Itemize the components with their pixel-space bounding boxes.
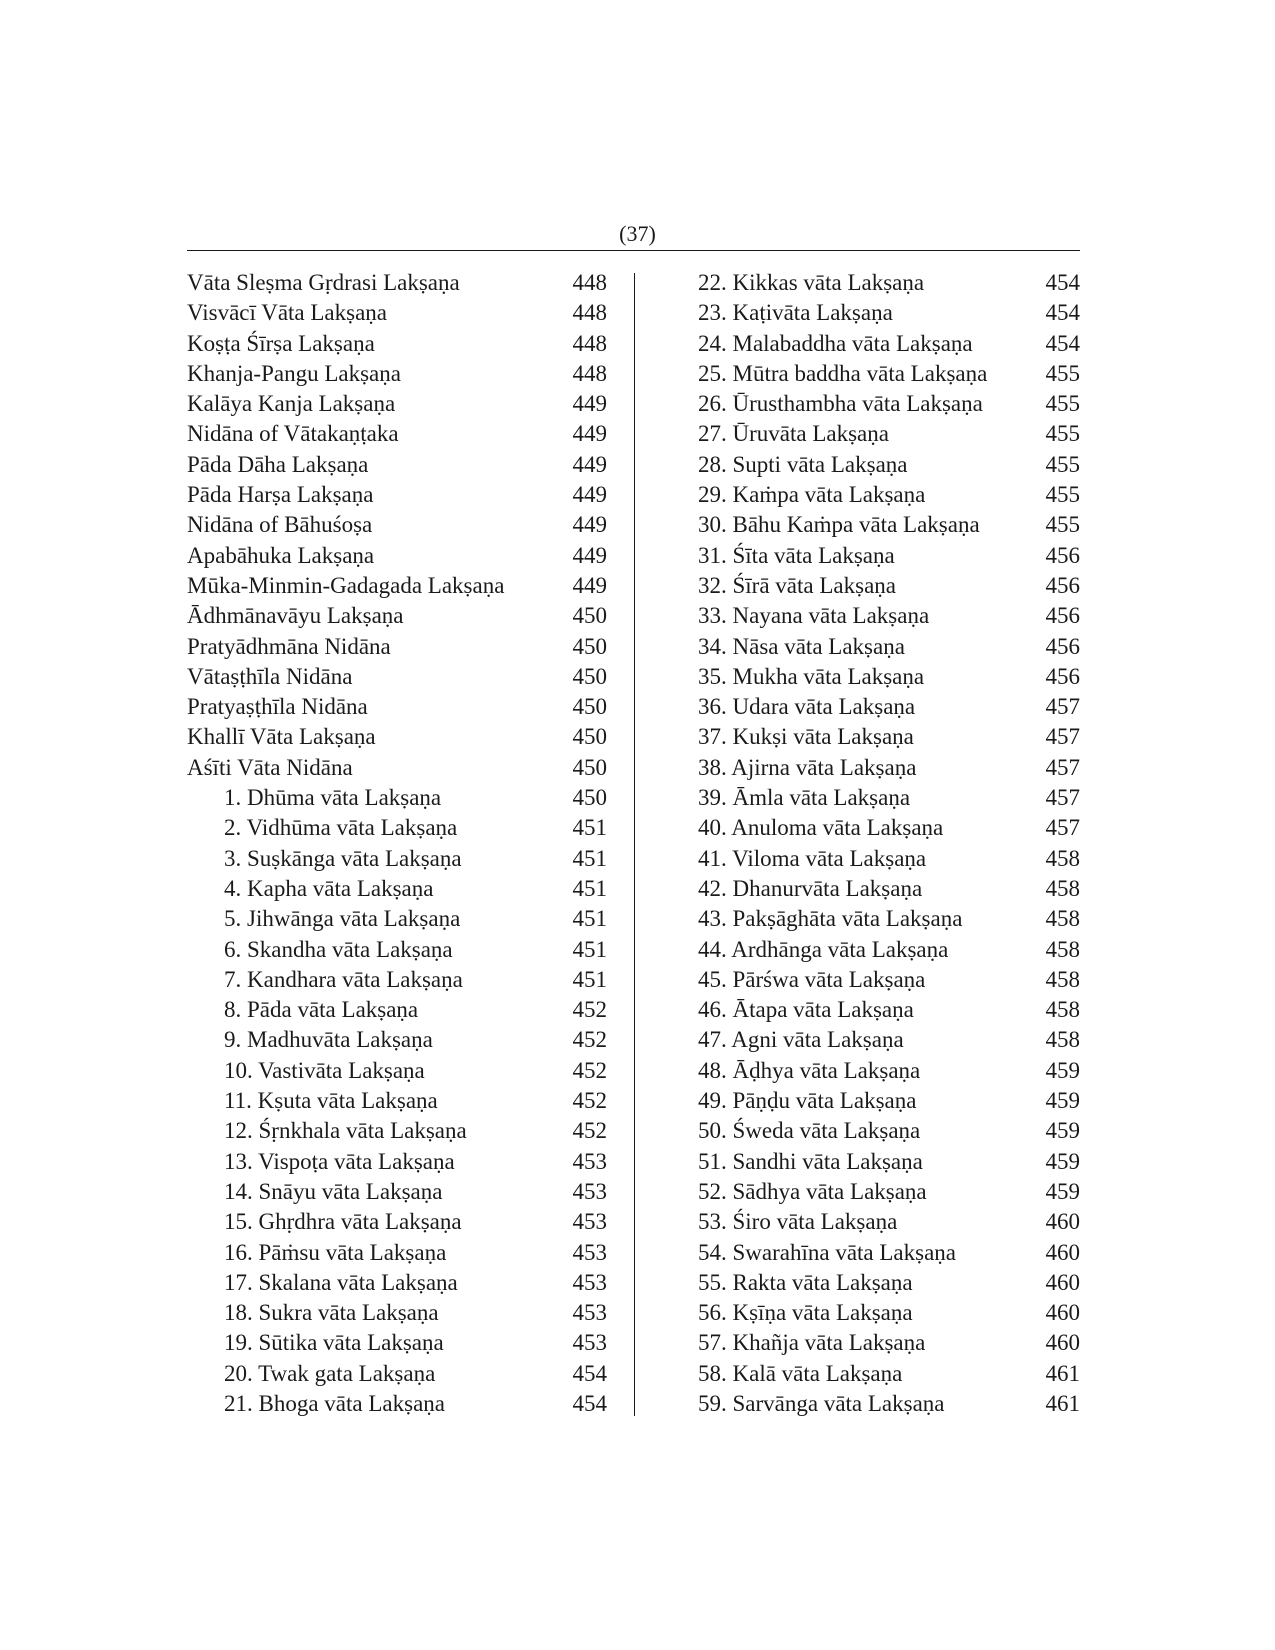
- toc-entry-label: 46. Ātapa vāta Lakṣaṇa: [698, 997, 914, 1023]
- toc-entry-page: 460: [1045, 1269, 1080, 1295]
- toc-entry-label: 15. Ghṛdhra vāta Lakṣaṇa: [224, 1209, 462, 1235]
- toc-entry-page: 448: [572, 330, 607, 356]
- toc-entry-page: 458: [1045, 906, 1080, 932]
- toc-entry-page: 450: [572, 724, 607, 750]
- toc-entry-label: 40. Anuloma vāta Lakṣaṇa: [698, 815, 944, 841]
- toc-entry-page: 457: [1045, 724, 1080, 750]
- toc-entry-label: 44. Ardhānga vāta Lakṣaṇa: [698, 936, 949, 962]
- toc-entry-label: Pāda Dāha Lakṣaṇa: [187, 451, 369, 477]
- toc-entry-label: 55. Rakta vāta Lakṣaṇa: [698, 1269, 913, 1295]
- toc-entry-page: 455: [1045, 512, 1080, 538]
- toc-entry: [187, 813, 607, 843]
- toc-entry-label: 22. Kikkas vāta Lakṣaṇa: [698, 270, 925, 295]
- toc-entry: [187, 541, 607, 571]
- toc-entry: [698, 1268, 1080, 1298]
- toc-entry-page: 456: [1045, 603, 1080, 629]
- toc-entry: [698, 1025, 1080, 1055]
- toc-entry: [698, 1086, 1080, 1116]
- toc-entry-page: 456: [1045, 572, 1080, 598]
- toc-entry: [698, 1238, 1080, 1268]
- toc-entry-label: 21. Bhoga vāta Lakṣaṇa: [224, 1390, 445, 1416]
- toc-entry: [698, 813, 1080, 843]
- toc-entry-page: 461: [1045, 1360, 1080, 1386]
- toc-entry: [698, 783, 1080, 813]
- toc-entry-page: 458: [1045, 997, 1080, 1023]
- toc-entry-label: 6. Skandha vāta Lakṣaṇa: [224, 936, 453, 962]
- toc-entry-page: 451: [572, 845, 607, 871]
- toc-entry: [698, 965, 1080, 995]
- toc-entry: [698, 935, 1080, 965]
- toc-entry-page: 452: [572, 1088, 607, 1114]
- toc-entry-label: Aśīti Vāta Nidāna: [187, 754, 353, 780]
- toc-entry-label: 3. Suṣkānga vāta Lakṣaṇa: [224, 845, 462, 871]
- toc-entry: [187, 450, 607, 480]
- toc-entry: [698, 359, 1080, 389]
- toc-entry-page: 456: [1045, 542, 1080, 568]
- toc-entry-label: 34. Nāsa vāta Lakṣaṇa: [698, 633, 905, 659]
- toc-entry: [187, 1056, 607, 1086]
- toc-entry-label: 42. Dhanurvāta Lakṣaṇa: [698, 875, 923, 901]
- toc-entry: [187, 601, 607, 631]
- toc-entry-label: 10. Vastivāta Lakṣaṇa: [224, 1057, 425, 1083]
- toc-entry: [187, 268, 607, 298]
- toc-entry-page: 454: [1045, 330, 1080, 356]
- toc-entry-label: 41. Viloma vāta Lakṣaṇa: [698, 845, 927, 871]
- toc-entry: [698, 1359, 1080, 1389]
- toc-entry-label: Nidāna of Bāhuśoṣa: [187, 512, 373, 538]
- toc-entry-label: Apabāhuka Lakṣaṇa: [187, 542, 375, 568]
- toc-entry-label: 4. Kapha vāta Lakṣaṇa: [224, 875, 434, 901]
- toc-entry-page: 452: [572, 1057, 607, 1083]
- toc-entry-page: 448: [572, 270, 607, 295]
- toc-entry-page: 455: [1045, 482, 1080, 508]
- toc-entry-label: Visvācī Vāta Lakṣaṇa: [187, 300, 388, 326]
- toc-entry-page: 454: [572, 1360, 607, 1386]
- toc-entry: [698, 995, 1080, 1025]
- toc-entry-label: Ādhmānavāyu Lakṣaṇa: [187, 603, 404, 629]
- toc-entry-label: 7. Kandhara vāta Lakṣaṇa: [224, 966, 463, 992]
- toc-entry-label: 37. Kukṣi vāta Lakṣaṇa: [698, 724, 914, 750]
- toc-entry-page: 450: [572, 694, 607, 720]
- toc-entry-page: 453: [572, 1239, 607, 1265]
- toc-entry-page: 448: [572, 360, 607, 386]
- toc-entry-page: 454: [1045, 300, 1080, 326]
- toc-entry-page: 453: [572, 1178, 607, 1204]
- toc-entry-label: 9. Madhuvāta Lakṣaṇa: [224, 1027, 433, 1053]
- toc-entry-label: 17. Skalana vāta Lakṣaṇa: [224, 1269, 458, 1295]
- toc-entry: [187, 389, 607, 419]
- toc-entry-label: 26. Ūrusthambha vāta Lakṣaṇa: [698, 391, 983, 417]
- toc-entry: [187, 722, 607, 752]
- toc-entry-page: 455: [1045, 451, 1080, 477]
- toc-entry-label: 57. Khañja vāta Lakṣaṇa: [698, 1330, 926, 1356]
- toc-entry: [187, 935, 607, 965]
- toc-entry-page: 455: [1045, 391, 1080, 417]
- toc-entry: [698, 904, 1080, 934]
- toc-entry: [698, 601, 1080, 631]
- toc-entry-label: 31. Śīta vāta Lakṣaṇa: [698, 542, 895, 568]
- toc-entry-label: Pratyādhmāna Nidāna: [187, 633, 391, 659]
- toc-entry-page: 456: [1045, 633, 1080, 659]
- toc-entry: [187, 1328, 607, 1358]
- toc-entry-label: 48. Āḍhya vāta Lakṣaṇa: [698, 1057, 921, 1083]
- toc-entry-label: 14. Snāyu vāta Lakṣaṇa: [224, 1178, 443, 1204]
- toc-entry-label: 28. Supti vāta Lakṣaṇa: [698, 451, 908, 477]
- toc-entry-page: 452: [572, 1027, 607, 1053]
- toc-entry-page: 450: [572, 785, 607, 811]
- toc-entry-label: Khallī Vāta Lakṣaṇa: [187, 724, 376, 750]
- toc-entry-page: 459: [1045, 1057, 1080, 1083]
- toc-entry-page: 453: [572, 1330, 607, 1356]
- toc-entry-label: 27. Ūruvāta Lakṣaṇa: [698, 421, 889, 447]
- toc-entry-page: 453: [572, 1269, 607, 1295]
- toc-entry: [698, 662, 1080, 692]
- toc-entry: [698, 571, 1080, 601]
- toc-entry-label: 20. Twak gata Lakṣaṇa: [224, 1360, 436, 1386]
- toc-entry: [187, 510, 607, 540]
- toc-entry: [187, 1086, 607, 1116]
- toc-entry-page: 460: [1045, 1300, 1080, 1326]
- toc-entry-page: 452: [572, 997, 607, 1023]
- toc-entry: [187, 1298, 607, 1328]
- toc-entry-page: 457: [1045, 785, 1080, 811]
- toc-entry-page: 460: [1045, 1239, 1080, 1265]
- toc-entry: [187, 1177, 607, 1207]
- toc-entry-label: 35. Mukha vāta Lakṣaṇa: [698, 663, 925, 689]
- toc-entry: [698, 1116, 1080, 1146]
- toc-entry-page: 454: [572, 1390, 607, 1416]
- toc-entry-page: 458: [1045, 936, 1080, 962]
- toc-entry: [698, 1147, 1080, 1177]
- toc-entry: [187, 419, 607, 449]
- toc-entry: [187, 480, 607, 510]
- toc-entry: [187, 1389, 607, 1419]
- toc-entry-page: 449: [572, 391, 607, 417]
- toc-entry-label: 16. Pāṁsu vāta Lakṣaṇa: [224, 1239, 447, 1265]
- toc-entry-label: 23. Kaṭivāta Lakṣaṇa: [698, 300, 893, 326]
- toc-entry-label: Koṣṭa Śīrṣa Lakṣaṇa: [187, 330, 375, 356]
- toc-entry: [187, 965, 607, 995]
- toc-entry-page: 451: [572, 815, 607, 841]
- toc-entry-label: 32. Śīrā vāta Lakṣaṇa: [698, 572, 896, 598]
- toc-entry: [187, 571, 607, 601]
- toc-entry: [187, 753, 607, 783]
- toc-entry-label: 33. Nayana vāta Lakṣaṇa: [698, 603, 930, 629]
- toc-entry: [698, 1389, 1080, 1419]
- toc-entry: [187, 1359, 607, 1389]
- toc-entry-label: 39. Āmla vāta Lakṣaṇa: [698, 785, 911, 811]
- toc-entry: [698, 632, 1080, 662]
- toc-entry: [187, 298, 607, 328]
- toc-entry-label: 25. Mūtra baddha vāta Lakṣaṇa: [698, 360, 988, 386]
- toc-entry-label: 5. Jihwānga vāta Lakṣaṇa: [224, 906, 461, 932]
- toc-entry-page: 450: [572, 603, 607, 629]
- toc-entry-page: 453: [572, 1148, 607, 1174]
- toc-entry: [698, 1298, 1080, 1328]
- toc-entry: [698, 510, 1080, 540]
- toc-entry-page: 458: [1045, 966, 1080, 992]
- toc-entry-page: 459: [1045, 1118, 1080, 1144]
- toc-entry: [698, 753, 1080, 783]
- toc-entry-page: 452: [572, 1118, 607, 1144]
- toc-entry: [698, 541, 1080, 571]
- toc-entry-label: 58. Kalā vāta Lakṣaṇa: [698, 1360, 903, 1386]
- toc-entry: [187, 359, 607, 389]
- toc-entry: [698, 480, 1080, 510]
- toc-entry-label: 11. Kṣuta vāta Lakṣaṇa: [224, 1088, 438, 1114]
- toc-entry: [187, 1025, 607, 1055]
- toc-entry-page: 449: [572, 542, 607, 568]
- toc-entry: [698, 389, 1080, 419]
- toc-entry: [187, 1268, 607, 1298]
- header-rule: [187, 250, 1080, 251]
- toc-entry-label: 49. Pāṇḍu vāta Lakṣaṇa: [698, 1088, 917, 1114]
- toc-entry-label: Pāda Harṣa Lakṣaṇa: [187, 482, 374, 508]
- toc-entry-label: 18. Sukra vāta Lakṣaṇa: [224, 1300, 439, 1326]
- toc-entry-label: 8. Pāda vāta Lakṣaṇa: [224, 997, 419, 1023]
- toc-entry-label: 45. Pārśwa vāta Lakṣaṇa: [698, 966, 926, 992]
- toc-entry-label: 2. Vidhūma vāta Lakṣaṇa: [224, 815, 458, 841]
- toc-entry: [698, 329, 1080, 359]
- toc-entry-page: 448: [572, 300, 607, 326]
- toc-entry-page: 451: [572, 936, 607, 962]
- toc-entry-label: 30. Bāhu Kaṁpa vāta Lakṣaṇa: [698, 512, 980, 538]
- toc-entry-page: 449: [572, 482, 607, 508]
- toc-entry-page: 450: [572, 754, 607, 780]
- toc-entry: [187, 904, 607, 934]
- toc-entry-page: 456: [1045, 663, 1080, 689]
- toc-entry: [698, 298, 1080, 328]
- column-divider: [634, 273, 635, 1416]
- toc-entry-page: 453: [572, 1300, 607, 1326]
- toc-entry-label: 13. Vispoṭa vāta Lakṣaṇa: [224, 1148, 455, 1174]
- toc-entry-label: Khanja-Pangu Lakṣaṇa: [187, 360, 401, 386]
- toc-entry: [187, 662, 607, 692]
- toc-entry-label: Kalāya Kanja Lakṣaṇa: [187, 391, 396, 417]
- toc-entry: [187, 632, 607, 662]
- toc-entry-label: Vātaṣṭhīla Nidāna: [187, 663, 353, 689]
- toc-entry-page: 459: [1045, 1178, 1080, 1204]
- toc-entry-page: 460: [1045, 1209, 1080, 1235]
- toc-entry-page: 453: [572, 1209, 607, 1235]
- toc-entry-label: 52. Sādhya vāta Lakṣaṇa: [698, 1178, 927, 1204]
- toc-entry: [187, 783, 607, 813]
- toc-entry-label: 38. Ajirna vāta Lakṣaṇa: [698, 754, 917, 780]
- toc-entry-page: 451: [572, 875, 607, 901]
- toc-entry-page: 449: [572, 421, 607, 447]
- toc-entry: [187, 874, 607, 904]
- toc-entry-label: 24. Malabaddha vāta Lakṣaṇa: [698, 330, 973, 356]
- toc-entry: [187, 844, 607, 874]
- toc-entry-page: 451: [572, 906, 607, 932]
- toc-entry-page: 458: [1045, 845, 1080, 871]
- toc-entry-label: 56. Kṣīṇa vāta Lakṣaṇa: [698, 1300, 913, 1326]
- toc-entry: [698, 722, 1080, 752]
- toc-entry: [698, 1328, 1080, 1358]
- toc-entry-label: 29. Kaṁpa vāta Lakṣaṇa: [698, 482, 926, 508]
- toc-entry-page: 460: [1045, 1330, 1080, 1356]
- toc-entry-page: 459: [1045, 1148, 1080, 1174]
- toc-entry-page: 450: [572, 663, 607, 689]
- toc-entry-label: 19. Sūtika vāta Lakṣaṇa: [224, 1330, 444, 1356]
- toc-entry-label: 50. Śweda vāta Lakṣaṇa: [698, 1118, 921, 1144]
- toc-entry: [698, 692, 1080, 722]
- page-number: (37): [619, 221, 656, 246]
- toc-entry-label: 54. Swarahīna vāta Lakṣaṇa: [698, 1239, 957, 1265]
- toc-entry: [698, 844, 1080, 874]
- toc-entry: [187, 1238, 607, 1268]
- toc-column-left: [187, 268, 607, 1419]
- toc-column-right: [698, 268, 1080, 1419]
- toc-entry-page: 450: [572, 633, 607, 659]
- toc-entry: [698, 419, 1080, 449]
- toc-entry-label: 12. Śṛnkhala vāta Lakṣaṇa: [224, 1118, 467, 1144]
- toc-entry-page: 455: [1045, 360, 1080, 386]
- toc-entry-label: 51. Sandhi vāta Lakṣaṇa: [698, 1148, 923, 1174]
- toc-entry: [187, 1116, 607, 1146]
- toc-entry: [698, 1177, 1080, 1207]
- toc-entry-page: 449: [572, 572, 607, 598]
- toc-entry-page: 461: [1045, 1390, 1080, 1416]
- toc-entry-label: 59. Sarvānga vāta Lakṣaṇa: [698, 1390, 945, 1416]
- toc-entry-label: Nidāna of Vātakaṇṭaka: [187, 421, 399, 447]
- toc-entry-label: Pratyaṣṭhīla Nidāna: [187, 694, 368, 720]
- toc-entry: [187, 1147, 607, 1177]
- toc-entry-page: 459: [1045, 1088, 1080, 1114]
- toc-entry-label: 43. Pakṣāghāta vāta Lakṣaṇa: [698, 906, 963, 932]
- toc-entry-page: 449: [572, 512, 607, 538]
- toc-entry-page: 458: [1045, 875, 1080, 901]
- toc-entry: [698, 1056, 1080, 1086]
- toc-entry-label: Vāta Sleṣma Gṛdrasi Lakṣaṇa: [187, 270, 460, 295]
- toc-entry-page: 457: [1045, 815, 1080, 841]
- toc-entry-label: 1. Dhūma vāta Lakṣaṇa: [224, 785, 442, 811]
- toc-entry: [187, 995, 607, 1025]
- toc-entry: [698, 1207, 1080, 1237]
- toc-entry: [698, 874, 1080, 904]
- toc-entry-label: 47. Agni vāta Lakṣaṇa: [698, 1027, 904, 1053]
- toc-entry-label: 36. Udara vāta Lakṣaṇa: [698, 694, 916, 720]
- toc-entry-page: 454: [1045, 270, 1080, 295]
- toc-entry-page: 457: [1045, 694, 1080, 720]
- toc-entry-page: 455: [1045, 421, 1080, 447]
- toc-entry: [187, 329, 607, 359]
- toc-entry-label: 53. Śiro vāta Lakṣaṇa: [698, 1209, 898, 1235]
- toc-entry: [187, 1207, 607, 1237]
- toc-entry-page: 451: [572, 966, 607, 992]
- toc-entry-label: Mūka-Minmin-Gadagada Lakṣaṇa: [187, 572, 505, 598]
- toc-entry-page: 458: [1045, 1027, 1080, 1053]
- toc-entry: [187, 692, 607, 722]
- toc-entry-page: 449: [572, 451, 607, 477]
- toc-entry: [698, 268, 1080, 298]
- toc-entry-page: 457: [1045, 754, 1080, 780]
- toc-entry: [698, 450, 1080, 480]
